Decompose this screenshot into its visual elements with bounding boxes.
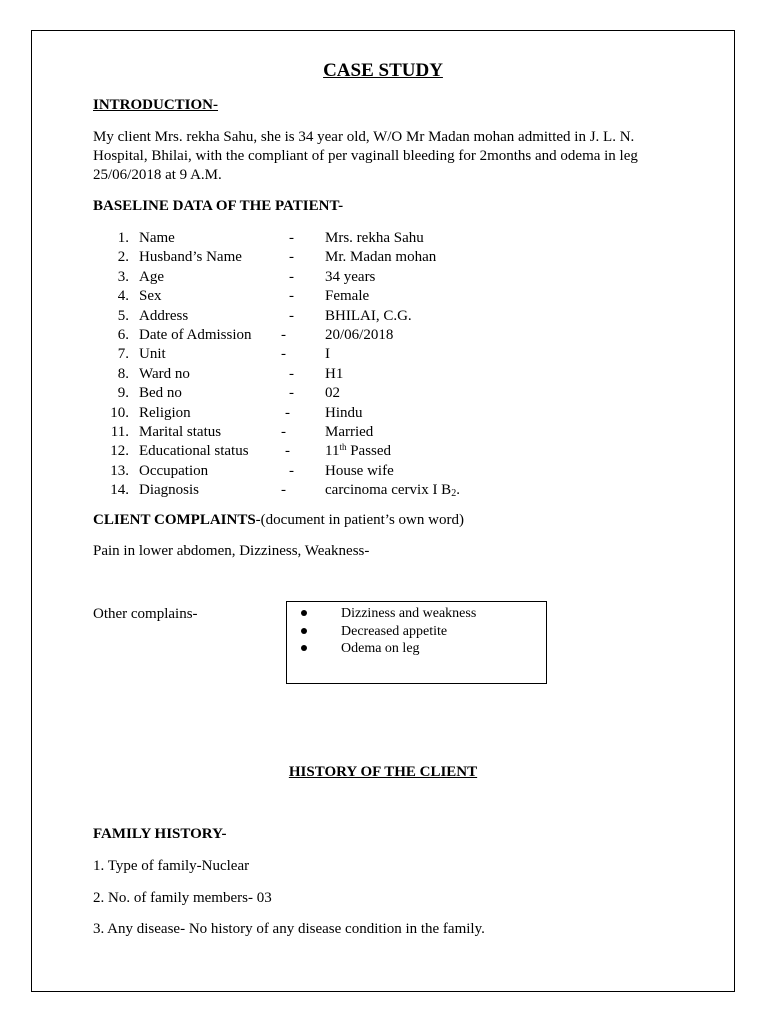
baseline-item-dash: - [285,404,290,421]
baseline-value-text: H1 [325,365,344,382]
baseline-value-text: 20/06/2018 [325,327,394,343]
baseline-item-label: Occupation [139,462,209,479]
other-complaints-box [286,601,547,684]
baseline-item [93,307,653,326]
baseline-item-label: Husband’s Name [139,249,242,266]
baseline-value-text: Female [325,288,370,305]
introduction-text: My client Mrs. rekha Sahu, she is 34 year old, W/O Mr Madan mohan admitted in J. L. N. Hospital, Bhilai, with the compliant of per vaginall bleeding for 2months and odema in leg 25/06/2018 at 9 A.M. [93,129,638,183]
baseline-value-text: BHILAI, C.G. [325,307,412,324]
baseline-item [93,287,653,306]
baseline-item-value [325,404,363,423]
introduction-heading: INTRODUCTION- [93,97,219,113]
other-complaint-text: Decreased appetite [341,623,448,639]
baseline-value-suffix: . [456,482,460,499]
baseline-item-label: Age [139,268,164,285]
other-complaint-text: Odema on leg [341,641,420,656]
baseline-item-value [325,423,373,442]
baseline-item [93,229,653,248]
baseline-item [93,481,653,500]
baseline-item [93,462,653,481]
client-complaints-heading [93,512,464,529]
baseline-item-dash: - [289,268,294,285]
baseline-item-number: 10. [110,404,129,421]
baseline-item-dash: - [289,249,294,266]
baseline-item-dash: - [281,346,286,363]
family-history-heading: FAMILY HISTORY- [93,826,227,842]
baseline-value-subscript: 2 [451,488,457,500]
baseline-item-value [325,229,424,248]
bullet-icon [301,645,307,651]
baseline-item-label: Name [139,230,175,246]
baseline-item [93,345,653,364]
other-complaints-label: Other complains- [93,606,198,622]
baseline-item-dash: - [285,443,290,460]
bullet-icon [301,610,307,616]
baseline-item-dash: - [289,365,294,382]
baseline-item [93,384,653,403]
baseline-item-value [325,462,394,481]
baseline-value-text: Mr. Madan mohan [325,249,437,266]
baseline-value-text: 02 [325,385,340,402]
baseline-item-label: Ward no [139,365,190,382]
complaints-text: Pain in lower abdomen, Dizziness, Weakness- [93,543,370,559]
other-complaint-item [301,623,476,641]
baseline-item-value [325,287,369,306]
baseline-value-text: 34 years [325,268,376,285]
baseline-value-text: Mrs. rekha Sahu [325,230,424,246]
baseline-item-number: 4. [117,288,129,305]
baseline-value-text: Hindu [325,404,363,421]
baseline-item-number: 1. [117,230,129,246]
baseline-value-text: 11 [325,443,340,460]
baseline-item-number: 12. [110,443,129,460]
baseline-value-text: Married [325,424,374,440]
baseline-item-number: 2. [117,249,129,266]
baseline-item-value [325,481,460,500]
complaints-heading-note: -(document in patient’s own word) [255,512,464,528]
baseline-item-label: Bed no [139,385,182,402]
baseline-item-label: Date of Admission [139,327,252,343]
baseline-value-text: House wife [325,462,394,479]
baseline-item-dash: - [289,230,294,246]
baseline-item-label: Address [139,307,189,324]
baseline-value-suffix: Passed [346,443,392,460]
baseline-item-dash: - [289,385,294,402]
baseline-item-value [325,248,436,267]
baseline-item-number: 6. [117,327,129,343]
baseline-item-dash: - [281,424,286,440]
baseline-item [93,248,653,267]
baseline-heading: BASELINE DATA OF THE PATIENT- [93,198,344,214]
baseline-item [93,404,653,423]
complaints-heading-label: CLIENT COMPLAINTS [93,512,256,528]
other-complaint-item [301,640,476,658]
baseline-item-value [325,268,375,287]
baseline-item-number: 11. [110,424,129,440]
baseline-item-number: 13. [110,462,129,479]
baseline-item [93,326,653,345]
family-history-item: 1. Type of family-Nuclear [93,858,250,874]
baseline-item-label: Educational status [139,443,249,460]
baseline-item-number: 5. [117,307,129,324]
baseline-item-number: 3. [117,268,129,285]
baseline-item-value [325,307,412,326]
baseline-data-list [93,229,653,501]
document-title: CASE STUDY [323,60,443,81]
baseline-item-number: 8. [117,365,129,382]
baseline-item-dash: - [289,288,294,305]
baseline-item [93,268,653,287]
other-complaint-item [301,605,476,623]
other-complaints-list [301,605,476,658]
baseline-item-value [325,365,343,384]
family-history-item: 2. No. of family members- 03 [93,889,272,906]
baseline-item-dash: - [281,482,286,499]
other-complaint-text: Dizziness and weakness [341,606,477,621]
baseline-value-text: carcinoma cervix I B [325,482,452,499]
history-heading: HISTORY OF THE CLIENT [288,764,478,780]
baseline-item-number: 9. [117,385,129,402]
baseline-item [93,442,653,461]
baseline-item-label: Unit [139,346,166,363]
baseline-item-dash: - [289,307,294,324]
bullet-icon [301,628,307,634]
baseline-item-number: 14. [110,482,129,499]
baseline-item-number: 7. [117,346,129,363]
baseline-item-value [325,384,340,403]
baseline-value-superscript: th [339,442,347,453]
baseline-item-label: Sex [139,288,162,305]
baseline-item [93,423,653,442]
baseline-item-label: Religion [139,404,191,421]
baseline-item-dash: - [289,462,294,479]
baseline-item-dash: - [281,327,286,343]
baseline-item [93,365,653,384]
baseline-value-text: I [325,346,330,363]
baseline-item-value [325,326,393,345]
baseline-item-label: Marital status [139,424,222,440]
family-history-item: 3. Any disease- No history of any disease condition in the family. [93,921,485,937]
baseline-item-value [325,442,391,461]
baseline-item-label: Diagnosis [139,482,199,499]
baseline-item-value [325,345,330,364]
